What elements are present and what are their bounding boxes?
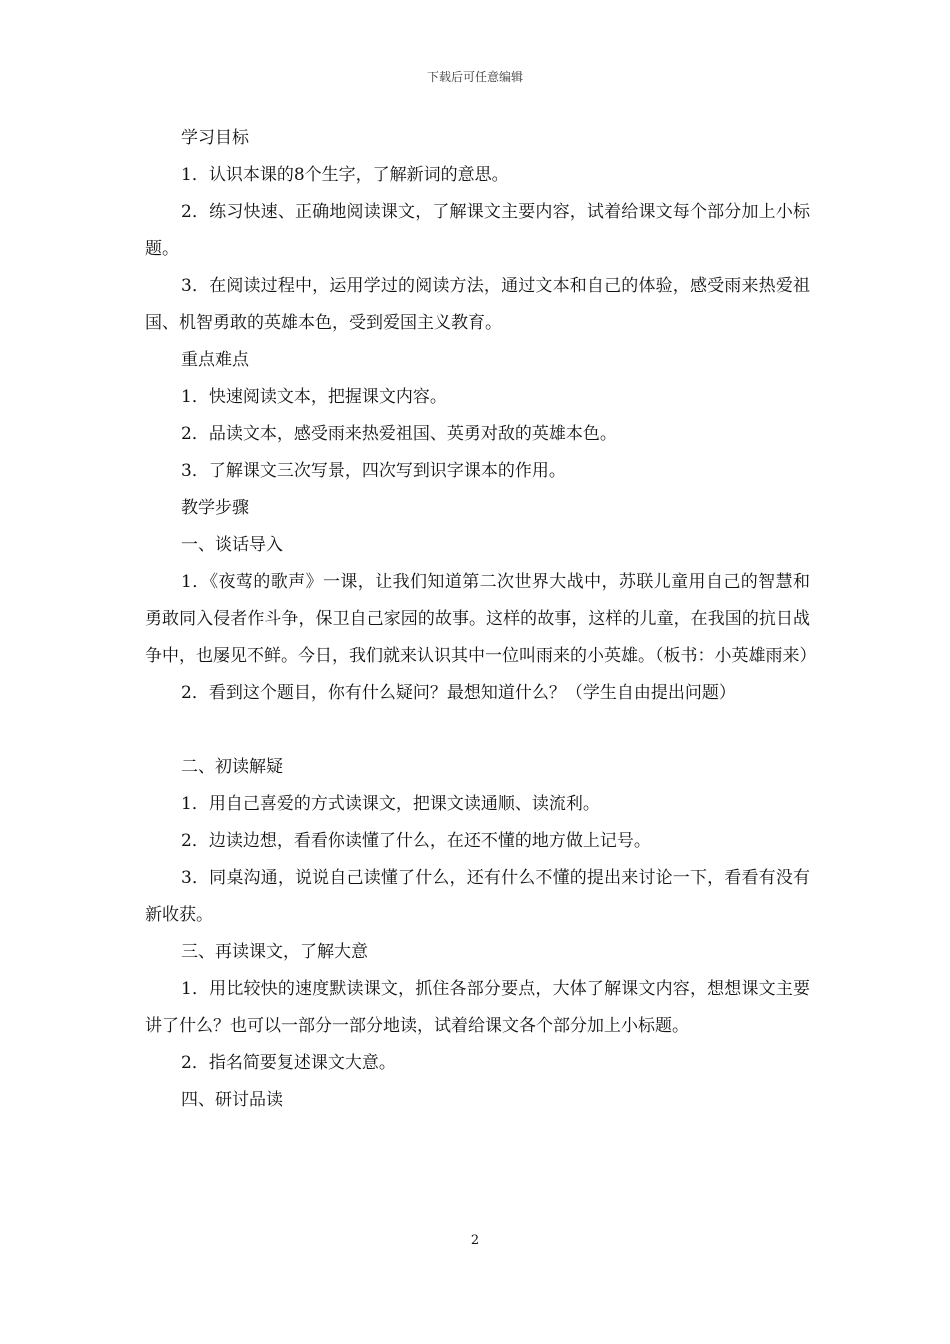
section-heading: 一、谈话导入 [181, 535, 283, 555]
paragraph: 1．用自己喜爱的方式读课文，把课文读通顺、读流利。 [181, 794, 600, 814]
page-header: 下载后可任意编辑 [426, 70, 523, 84]
paragraph: 3．了解课文三次写景，四次写到识字课本的作用。 [181, 461, 566, 481]
section-heading: 三、再读课文，了解大意 [181, 942, 368, 962]
paragraph: 3．在阅读过程中，运用学过的阅读方法，通过文本和自己的体验，感受雨来热爱祖国、机智勇敢的英雄本色，受到爱国主义教育。 [145, 276, 810, 333]
heading-teaching-steps: 教学步骤 [181, 498, 249, 518]
paragraph: 1．快速阅读文本，把握课文内容。 [181, 387, 447, 407]
paragraph: 1．用比较快的速度默读课文，抓住各部分要点，大体了解课文内容，想想课文主要讲了什么？也可以一部分一部分地读，试着给课文各个部分加上小标题。 [145, 979, 810, 1036]
paragraph: 2．边读边想，看看你读懂了什么，在还不懂的地方做上记号。 [181, 831, 651, 851]
heading-key-points: 重点难点 [181, 350, 249, 370]
paragraph: 2．练习快速、正确地阅读课文，了解课文主要内容，试着给课文每个部分加上小标题。 [145, 202, 810, 259]
document-body [145, 120, 817, 1119]
heading-learning-goals: 学习目标 [181, 128, 249, 148]
page-number: 2 [470, 1233, 480, 1248]
paragraph: 3．同桌沟通，说说自己读懂了什么，还有什么不懂的提出来讨论一下，看看有没有新收获。 [145, 868, 810, 925]
paragraph: 2．指名简要复述课文大意。 [181, 1053, 396, 1073]
paragraph: 2．看到这个题目，你有什么疑问？最想知道什么？（学生自由提出问题） [181, 683, 736, 703]
paragraph: 2．品读文本，感受雨来热爱祖国、英勇对敌的英雄本色。 [181, 424, 617, 444]
paragraph: 1．《夜莺的歌声》一课，让我们知道第二次世界大战中，苏联儿童用自己的智慧和勇敢同入侵者作斗争，保卫自己家园的故事。这样的故事，这样的儿童，在我国的抗日战争中，也屡见不鲜。今日，我们就来认识其中一位叫雨来的小英雄。（板书：小英雄雨来） [145, 572, 817, 666]
section-heading: 二、初读解疑 [181, 757, 283, 777]
section-heading: 四、研讨品读 [181, 1090, 283, 1110]
paragraph: 1．认识本课的8个生字，了解新词的意思。 [181, 165, 509, 185]
